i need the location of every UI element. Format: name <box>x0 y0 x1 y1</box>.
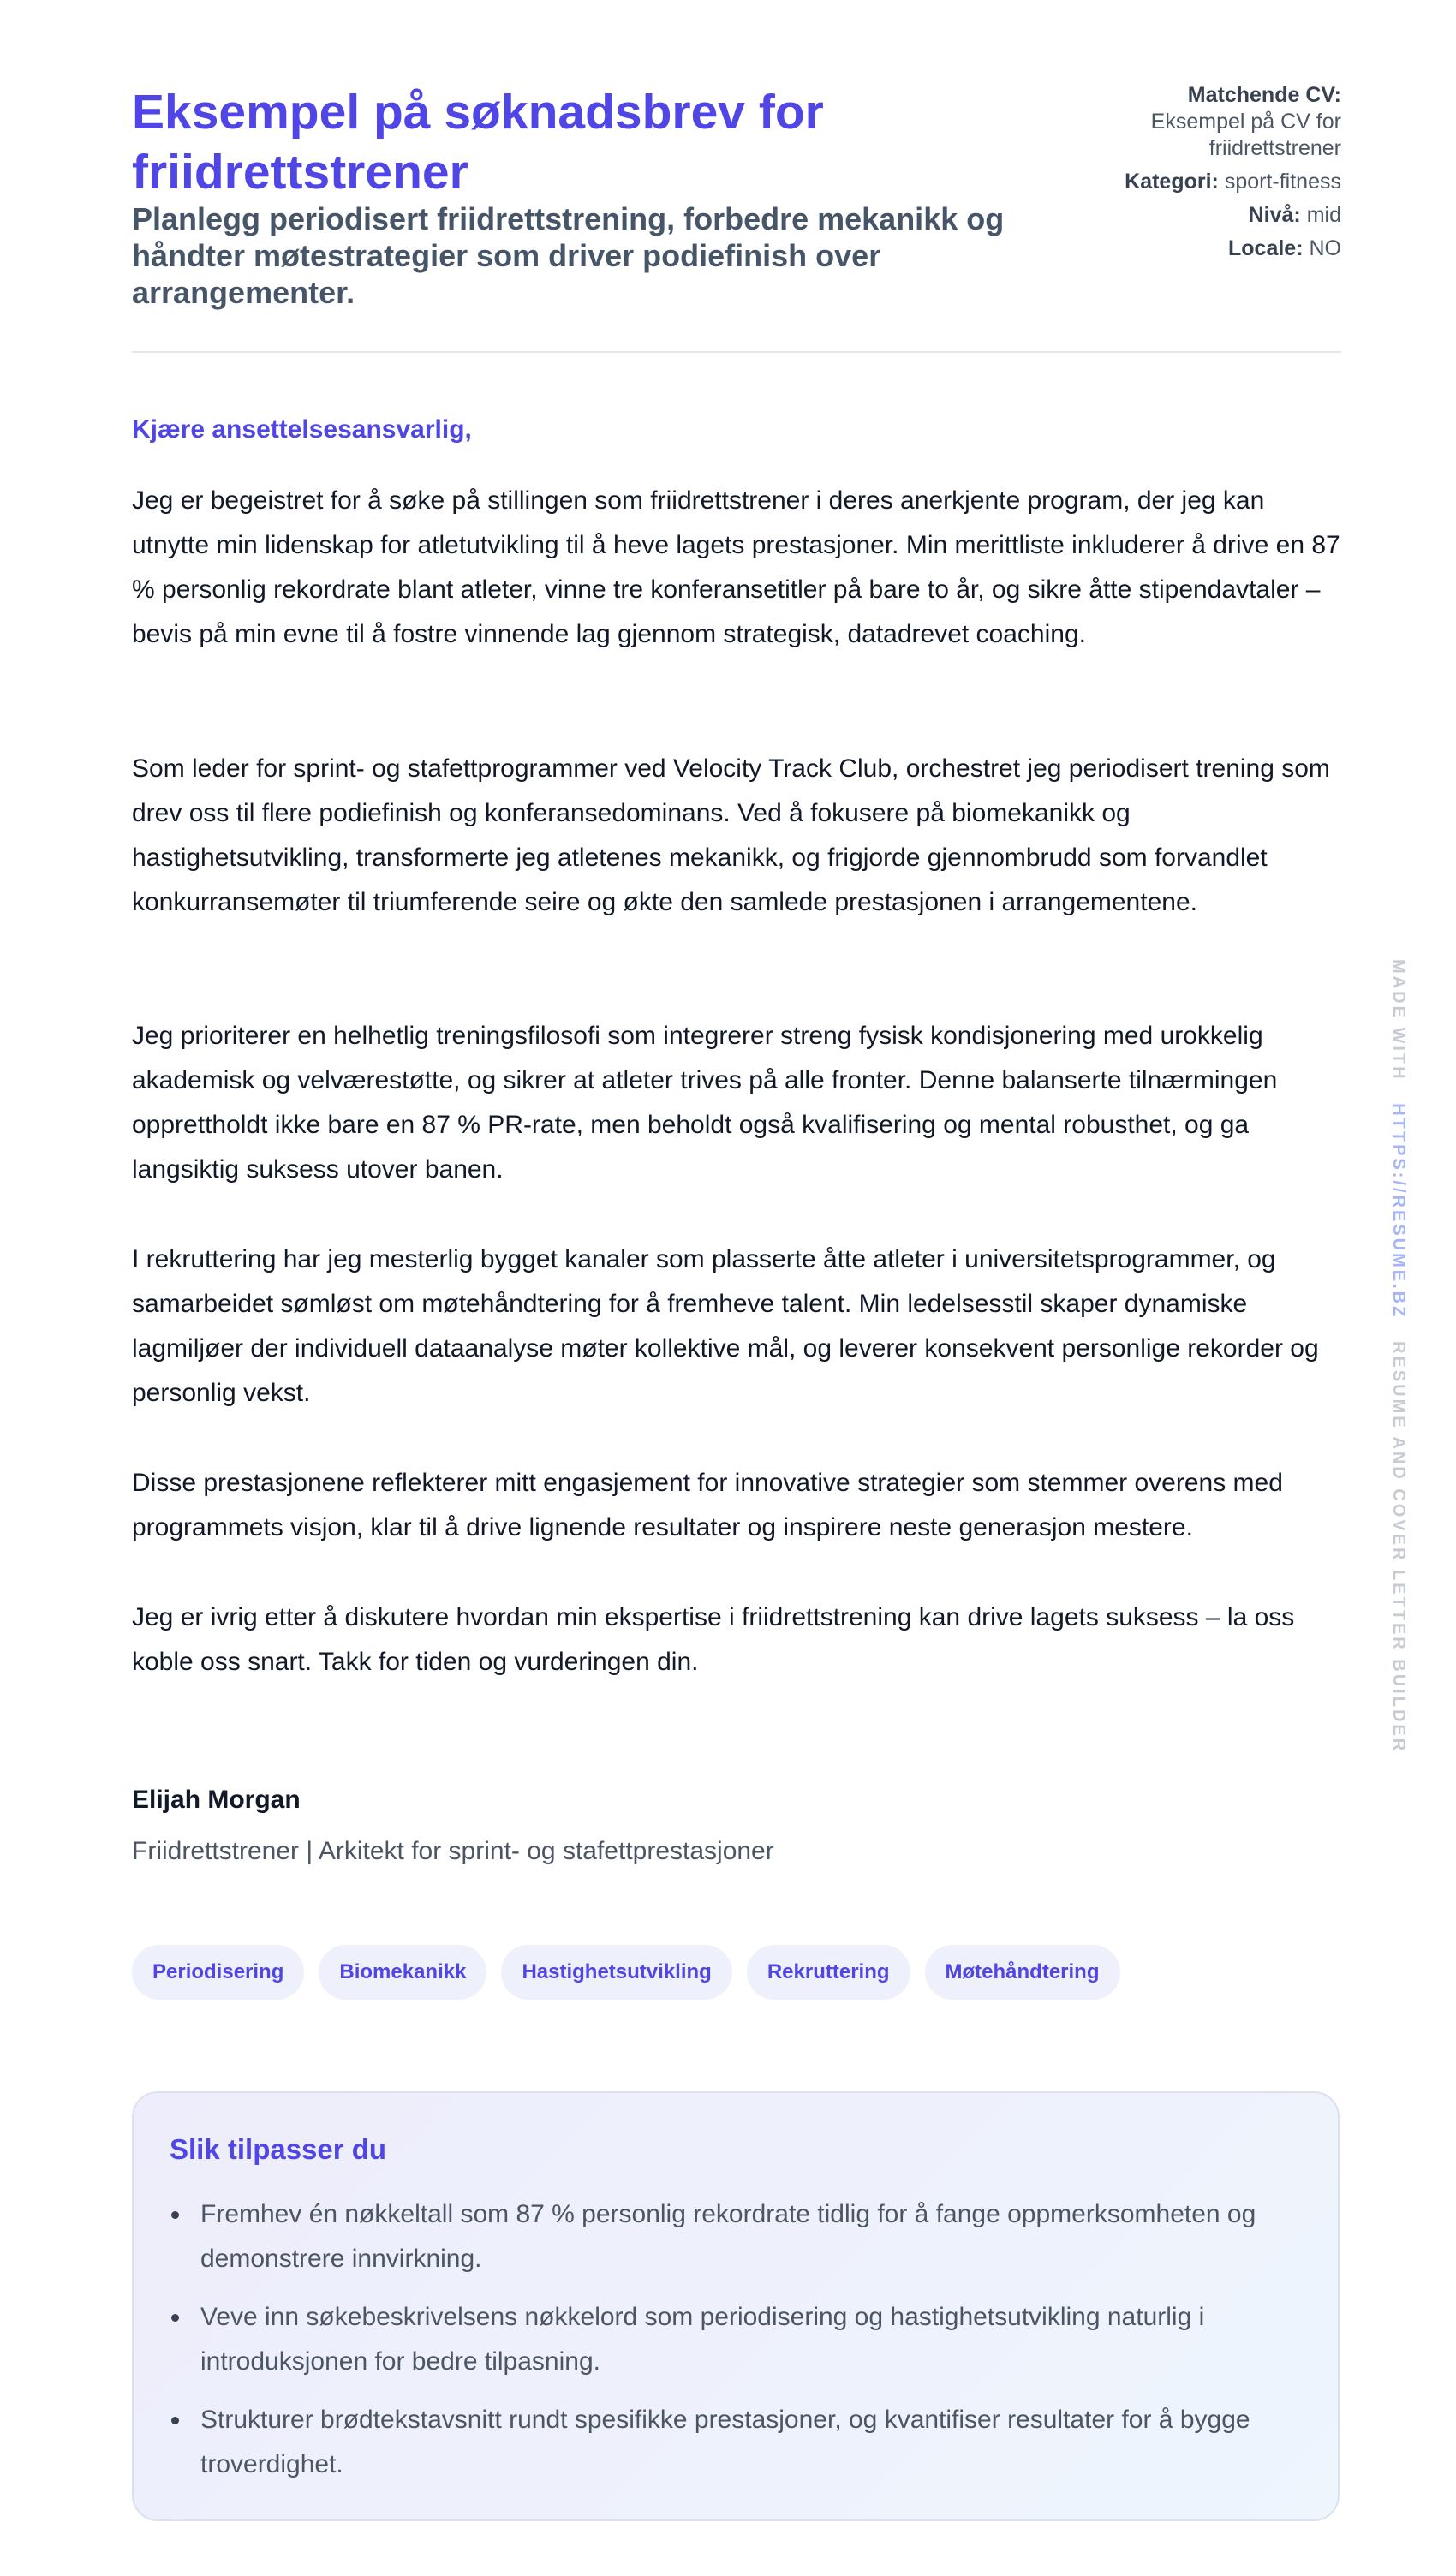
tips-item <box>170 2295 1300 2384</box>
tag-motehandtering: Møtehåndtering <box>925 1945 1120 2000</box>
letter-paragraph-1: Jeg er begeistret for å søke på stillingen som friidrettstrener i deres anerkjente program, der jeg kan utnytte min lidenskap for atletutvikling til å heve lagets prestasjoner. Min merittliste inkluderer å drive en 87 % personlig rekordrate blant atleter, vinne tre konferansetitler på bare to år, og sikre åtte stipendavtaler – bevis på min evne til å fostre vinnende lag gjennom strategisk, datadrevet coaching. <box>132 486 1340 648</box>
tips-item-text: Fremhev én nøkkeltall som 87 % personlig rekordrate tidlig for å fange oppmerksomheten og demonstrere innvirkning. <box>200 2200 1256 2273</box>
letter-greeting: Kjære ansettelsesansvarlig, <box>132 415 472 444</box>
meta-panel <box>1067 82 1341 269</box>
made-with-link[interactable]: HTTPS://RESUME.BZ <box>1389 1103 1408 1320</box>
skill-tags <box>132 1945 1120 2000</box>
tips-item <box>170 2192 1300 2281</box>
tips-title: Slik tilpasser du <box>170 2133 387 2165</box>
tips-item <box>170 2398 1300 2487</box>
tips-item-text: Strukturer brødtekstavsnitt rundt spesifikke prestasjoner, og kvantifiser resultater for å bygge troverdighet. <box>200 2406 1250 2478</box>
meta-category-value: sport-fitness <box>1224 170 1341 194</box>
letter-paragraph-6: Jeg er ivrig etter å diskutere hvordan min ekspertise i friidrettstrening kan drive lagets suksess – la oss koble oss snart. Takk for tiden og vurderingen din. <box>132 1603 1295 1676</box>
tips-box <box>132 2091 1340 2521</box>
meta-level <box>1067 202 1341 229</box>
tag-biomekanikk: Biomekanikk <box>319 1945 486 2000</box>
letter-paragraph-2: Som leder for sprint- og stafettprogrammer ved Velocity Track Club, orchestret jeg periodisert trening som drev oss til flere podiefinish og konferansedominans. Ved å fokusere på biomekanikk og hastighetsutvikling, transformerte jeg atletenes mekanikk, og frigjorde gjennombrudd som forvandlet konkurransemøter til triumferende seire og økte den samlede prestasjonen i arrangementene. <box>132 754 1330 916</box>
meta-matching-label: Matchende CV: <box>1187 83 1341 107</box>
bullet-icon <box>171 2314 179 2322</box>
bullet-icon <box>171 2211 179 2219</box>
meta-level-label: Nivå: <box>1248 203 1301 227</box>
header <box>132 82 1341 352</box>
tag-hastighetsutvikling: Hastighetsutvikling <box>501 1945 731 2000</box>
tips-list <box>170 2192 1300 2501</box>
tag-periodisering: Periodisering <box>132 1945 304 2000</box>
letter-paragraph-3: Jeg prioriterer en helhetlig treningsfilosofi som integrerer streng fysisk kondisjonering med urokkelig akademisk og velværestøtte, og sikrer at atleter trives på alle fronter. Denne balanserte tilnærmingen opprettholdt ikke bare en 87 % PR-rate, men beholdt også kvalifisering og mental robusthet, og ga langsiktig suksess utover banen. <box>132 1022 1278 1184</box>
tips-item-text: Veve inn søkebeskrivelsens nøkkelord som periodisering og hastighetsutvikling naturlig i introduksjonen for bedre tilpasning. <box>200 2303 1205 2376</box>
page-subtitle: Planlegg periodisert friidrettstrening, forbedre mekanikk og håndter møtestrategier som driver podiefinish over arrangementer. <box>132 201 1005 310</box>
tag-rekruttering: Rekruttering <box>747 1945 910 2000</box>
signature-name: Elijah Morgan <box>132 1786 301 1814</box>
page-title: Eksempel på søknadsbrev for friidrettstrener <box>132 85 824 200</box>
meta-category <box>1067 169 1341 195</box>
meta-locale-value: NO <box>1309 236 1341 260</box>
made-with-prefix: MADE WITH <box>1389 959 1408 1082</box>
meta-locale-label: Locale: <box>1228 236 1304 260</box>
signature-role: Friidrettstrener | Arkitekt for sprint- og stafettprestasjoner <box>132 1837 774 1865</box>
bullet-icon <box>171 2417 179 2424</box>
made-with-label <box>1375 959 1410 1754</box>
meta-level-value: mid <box>1306 203 1341 227</box>
meta-category-label: Kategori: <box>1125 170 1219 194</box>
letter-paragraph-5: Disse prestasjonene reflekterer mitt engasjement for innovative strategier som stemmer overens med programmets visjon, klar til å drive lignende resultater og inspirere neste generasjon mestere. <box>132 1469 1283 1541</box>
letter-paragraph-4: I rekruttering har jeg mesterlig bygget kanaler som plasserte åtte atleter i universitetsprogrammer, og samarbeidet sømløst om møtehåndtering for å fremheve talent. Min ledelsesstil skaper dynamiske lagmiljøer der individuell dataanalyse møter kollektive mål, og leverer konsekvent personlige rekorder og personlig vekst. <box>132 1245 1319 1407</box>
made-with-suffix: RESUME AND COVER LETTER BUILDER <box>1389 1341 1408 1754</box>
meta-matching-cv <box>1067 82 1341 162</box>
header-divider <box>132 351 1341 353</box>
meta-matching-value[interactable]: Eksempel på CV for friidrettstrener <box>1150 110 1341 160</box>
meta-locale <box>1067 236 1341 262</box>
